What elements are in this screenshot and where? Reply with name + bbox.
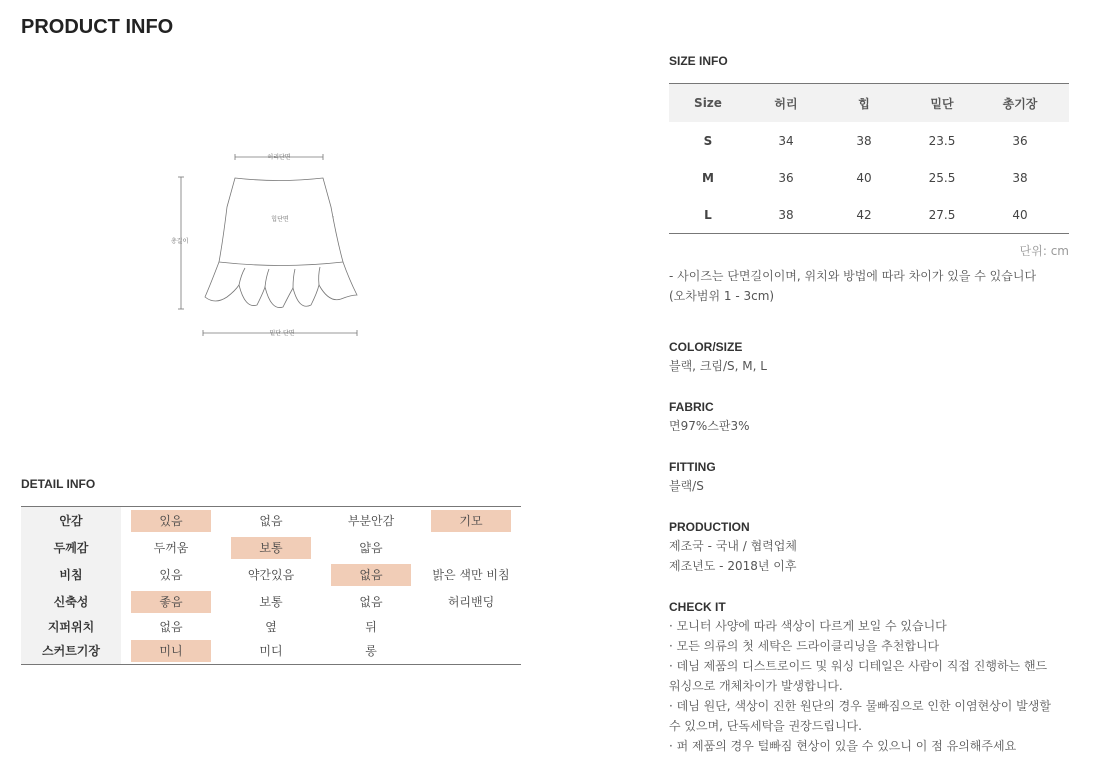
size-header: 밑단 — [930, 96, 954, 111]
detail-cell: 롱 — [365, 644, 377, 658]
detail-cell: 있음 — [159, 568, 183, 582]
production-country: 제조국 - 국내 / 협력업체 — [669, 539, 797, 553]
size-cell: M — [702, 170, 714, 185]
detail-cell: 밝은 색만 비침 — [432, 568, 510, 582]
detail-cell — [421, 637, 521, 664]
detail-cell: 보통 — [221, 534, 321, 561]
detail-cell: 보통 — [259, 595, 283, 609]
check-line: · 데님 제품의 디스트로이드 및 워싱 디테일은 사람이 직접 진행하는 핸드 — [669, 659, 1048, 673]
check-line: · 퍼 제품의 경우 털빠짐 현상이 있을 수 있으니 이 점 유의해주세요 — [669, 739, 1017, 753]
size-cell: 23.5 — [928, 133, 956, 148]
size-cell: 38 — [856, 133, 872, 148]
detail-row — [21, 637, 521, 664]
check-line: · 모니터 사양에 따라 색상이 다르게 보일 수 있습니다 — [669, 619, 947, 633]
detail-row — [21, 588, 521, 615]
detail-cell: 미디 — [259, 644, 283, 658]
size-cell: L — [704, 207, 712, 222]
size-cell: 36 — [778, 170, 794, 185]
detail-table — [21, 506, 521, 665]
detail-cell: 두꺼움 — [153, 541, 189, 555]
detail-cell: 약간있음 — [247, 568, 295, 582]
fitting-value: 블랙/S — [669, 479, 704, 493]
size-info-label: SIZE INFO — [669, 54, 728, 68]
check-line: · 데님 원단, 색상이 진한 원단의 경우 물빠짐으로 인한 이염현상이 발생할 — [669, 699, 1051, 713]
detail-cell: 있음 — [121, 507, 221, 534]
detail-cell: 미니 — [121, 637, 221, 664]
size-header: 허리 — [774, 96, 798, 111]
size-header: 총기장 — [1002, 96, 1038, 111]
detail-cell: 뒤 — [365, 619, 377, 634]
fabric-label: FABRIC — [669, 400, 714, 414]
skirt-diagram — [165, 145, 365, 345]
size-cell: 36 — [1012, 133, 1028, 148]
size-cell: 34 — [778, 133, 794, 148]
production-label: PRODUCTION — [669, 520, 750, 534]
detail-row — [21, 615, 521, 637]
size-note: - 사이즈는 단면길이이며, 위치와 방법에 따라 차이가 있을 수 있습니다 — [669, 269, 1037, 283]
fitting-label: FITTING — [669, 460, 716, 474]
length-label: 총길이 — [171, 238, 189, 245]
size-table — [669, 83, 1069, 234]
detail-row — [21, 507, 521, 534]
check-line: · 모든 의류의 첫 세탁은 드라이클리닝을 추천합니다 — [669, 639, 940, 653]
size-cell: 42 — [856, 207, 872, 222]
size-row — [669, 122, 1069, 159]
page-title: PRODUCT INFO — [21, 16, 174, 38]
size-header: 힙 — [858, 96, 870, 111]
detail-row — [21, 561, 521, 588]
size-cell: 40 — [1012, 207, 1028, 222]
detail-cell: 없음 — [259, 514, 283, 528]
detail-row-head: 비침 — [21, 561, 121, 588]
waist-label: 허리단면 — [267, 154, 291, 161]
size-header-row — [669, 84, 1069, 122]
detail-row — [21, 534, 521, 561]
size-cell: 27.5 — [928, 207, 956, 222]
detail-row-head: 안감 — [21, 507, 121, 534]
size-note-range: (오차범위 1 - 3cm) — [669, 289, 775, 303]
size-cell: 40 — [856, 170, 872, 185]
size-row — [669, 159, 1069, 196]
detail-row-head: 신축성 — [21, 588, 121, 615]
detail-row-head: 지퍼위치 — [21, 615, 121, 637]
unit-note: 단위: cm — [1019, 244, 1069, 258]
detail-cell: 옆 — [265, 619, 277, 634]
detail-cell — [421, 615, 521, 637]
check-line: 워싱으로 개체차이가 발생합니다. — [669, 679, 843, 693]
check-line: 수 있으며, 단독세탁을 권장드립니다. — [669, 719, 862, 733]
hip-label: 힙단면 — [271, 216, 289, 223]
color-size-label: COLOR/SIZE — [669, 340, 743, 354]
size-cell: 25.5 — [928, 170, 956, 185]
detail-cell: 얇음 — [359, 541, 383, 555]
detail-cell: 없음 — [159, 619, 183, 634]
hem-label: 밑단 단면 — [269, 330, 295, 337]
size-header: Size — [694, 96, 722, 110]
detail-cell: 부분안감 — [347, 514, 395, 528]
fabric-value: 면97%스판3% — [669, 419, 750, 433]
detail-row-head: 두께감 — [21, 534, 121, 561]
detail-cell: 기모 — [421, 507, 521, 534]
detail-cell — [421, 534, 521, 561]
detail-cell: 없음 — [321, 561, 421, 588]
size-cell: 38 — [778, 207, 794, 222]
size-cell: S — [703, 133, 713, 148]
detail-cell: 허리밴딩 — [447, 595, 495, 609]
size-row — [669, 196, 1069, 233]
detail-cell: 없음 — [359, 595, 383, 609]
detail-info-label: DETAIL INFO — [21, 477, 96, 491]
production-year: 제조년도 - 2018년 이후 — [669, 559, 797, 573]
size-cell: 38 — [1012, 170, 1028, 185]
detail-cell: 좋음 — [121, 588, 221, 615]
check-it-label: CHECK IT — [669, 600, 726, 614]
detail-row-head: 스커트기장 — [21, 637, 121, 664]
color-size-value: 블랙, 크림/S, M, L — [669, 359, 767, 373]
